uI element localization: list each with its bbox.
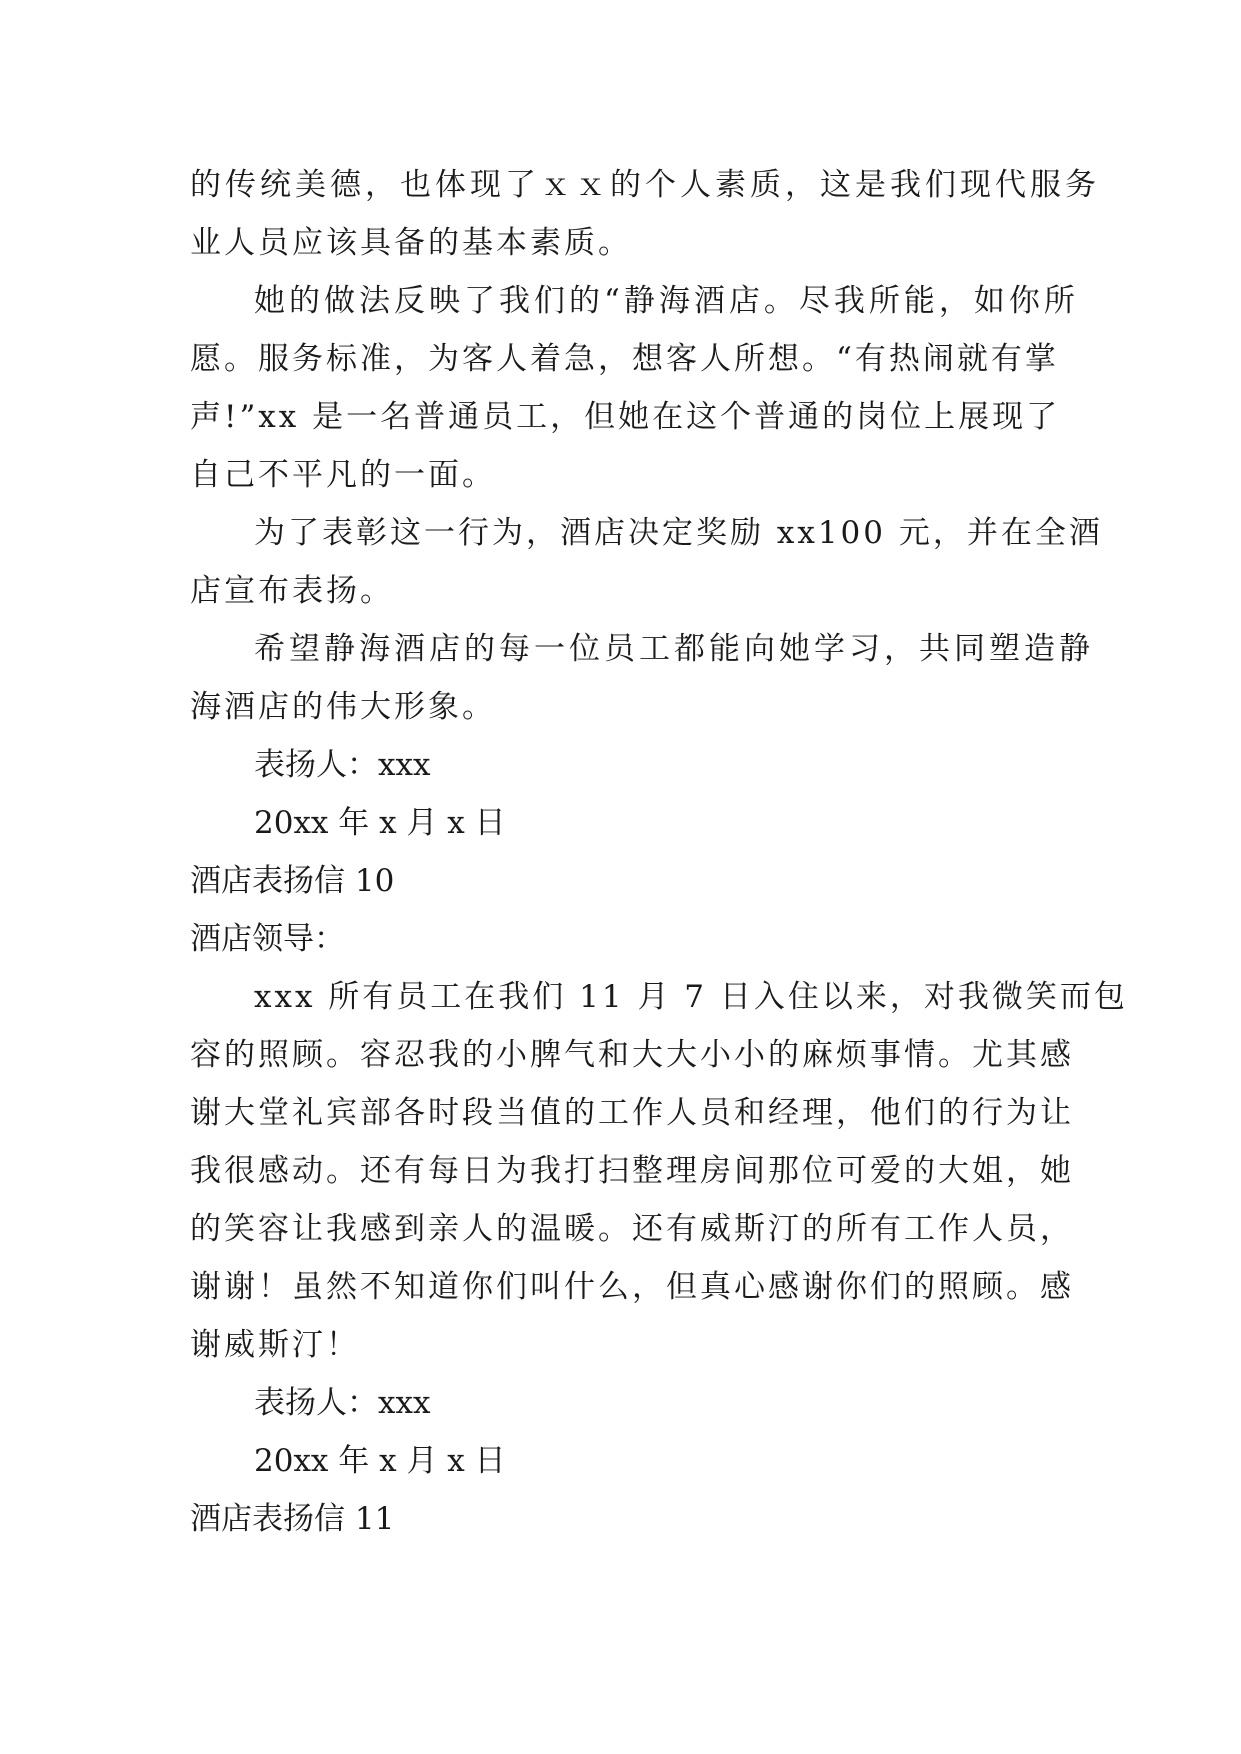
signature-line: 表扬人：xxx: [254, 747, 431, 783]
paragraph-line: 的传统美德，也体现了ｘｘ的个人素质，这是我们现代服务: [190, 167, 1100, 203]
paragraph-line: 的笑容让我感到亲人的温暖。还有威斯汀的所有工作人员，: [190, 1211, 1074, 1247]
letter-heading: 酒店表扬信 10: [190, 863, 395, 899]
paragraph-line: 容的照顾。容忍我的小脾气和大大小小的麻烦事情。尤其感: [190, 1037, 1074, 1073]
paragraph-line: 海酒店的伟大形象。: [190, 689, 496, 725]
paragraph-line: 谢谢！虽然不知道你们叫什么，但真心感谢你们的照顾。感: [190, 1269, 1074, 1305]
paragraph-line: 店宣布表扬。: [190, 573, 394, 609]
paragraph-line: 谢大堂礼宾部各时段当值的工作人员和经理，他们的行为让: [190, 1095, 1074, 1131]
paragraph-line: xxx 所有员工在我们 11 月 7 日入住以来，对我微笑而包: [254, 979, 1128, 1015]
letter-heading: 酒店表扬信 11: [190, 1501, 395, 1537]
paragraph-line: 希望静海酒店的每一位员工都能向她学习，共同塑造静: [254, 631, 1094, 667]
signature-line: 表扬人：xxx: [254, 1385, 431, 1421]
paragraph-line: 业人员应该具备的基本素质。: [190, 225, 632, 261]
paragraph-line: 自己不平凡的一面。: [190, 457, 496, 493]
paragraph-line: 谢威斯汀！: [190, 1327, 360, 1363]
date-line: 20xx 年 x 月 x 日: [254, 805, 506, 841]
paragraph-line: 声!”xx 是一名普通员工，但她在这个普通的岗位上展现了: [190, 399, 1061, 435]
paragraph-line: 我很感动。还有每日为我打扫整理房间那位可爱的大姐，她: [190, 1153, 1074, 1189]
paragraph-line: 她的做法反映了我们的“静海酒店。尽我所能，如你所: [254, 283, 1079, 319]
paragraph-line: 愿。服务标准，为客人着急，想客人所想。“有热闹就有掌: [190, 341, 1059, 377]
paragraph-line: 为了表彰这一行为，酒店决定奖励 xx100 元，并在全酒: [254, 515, 1103, 551]
salutation: 酒店领导：: [190, 921, 345, 957]
date-line: 20xx 年 x 月 x 日: [254, 1443, 506, 1479]
